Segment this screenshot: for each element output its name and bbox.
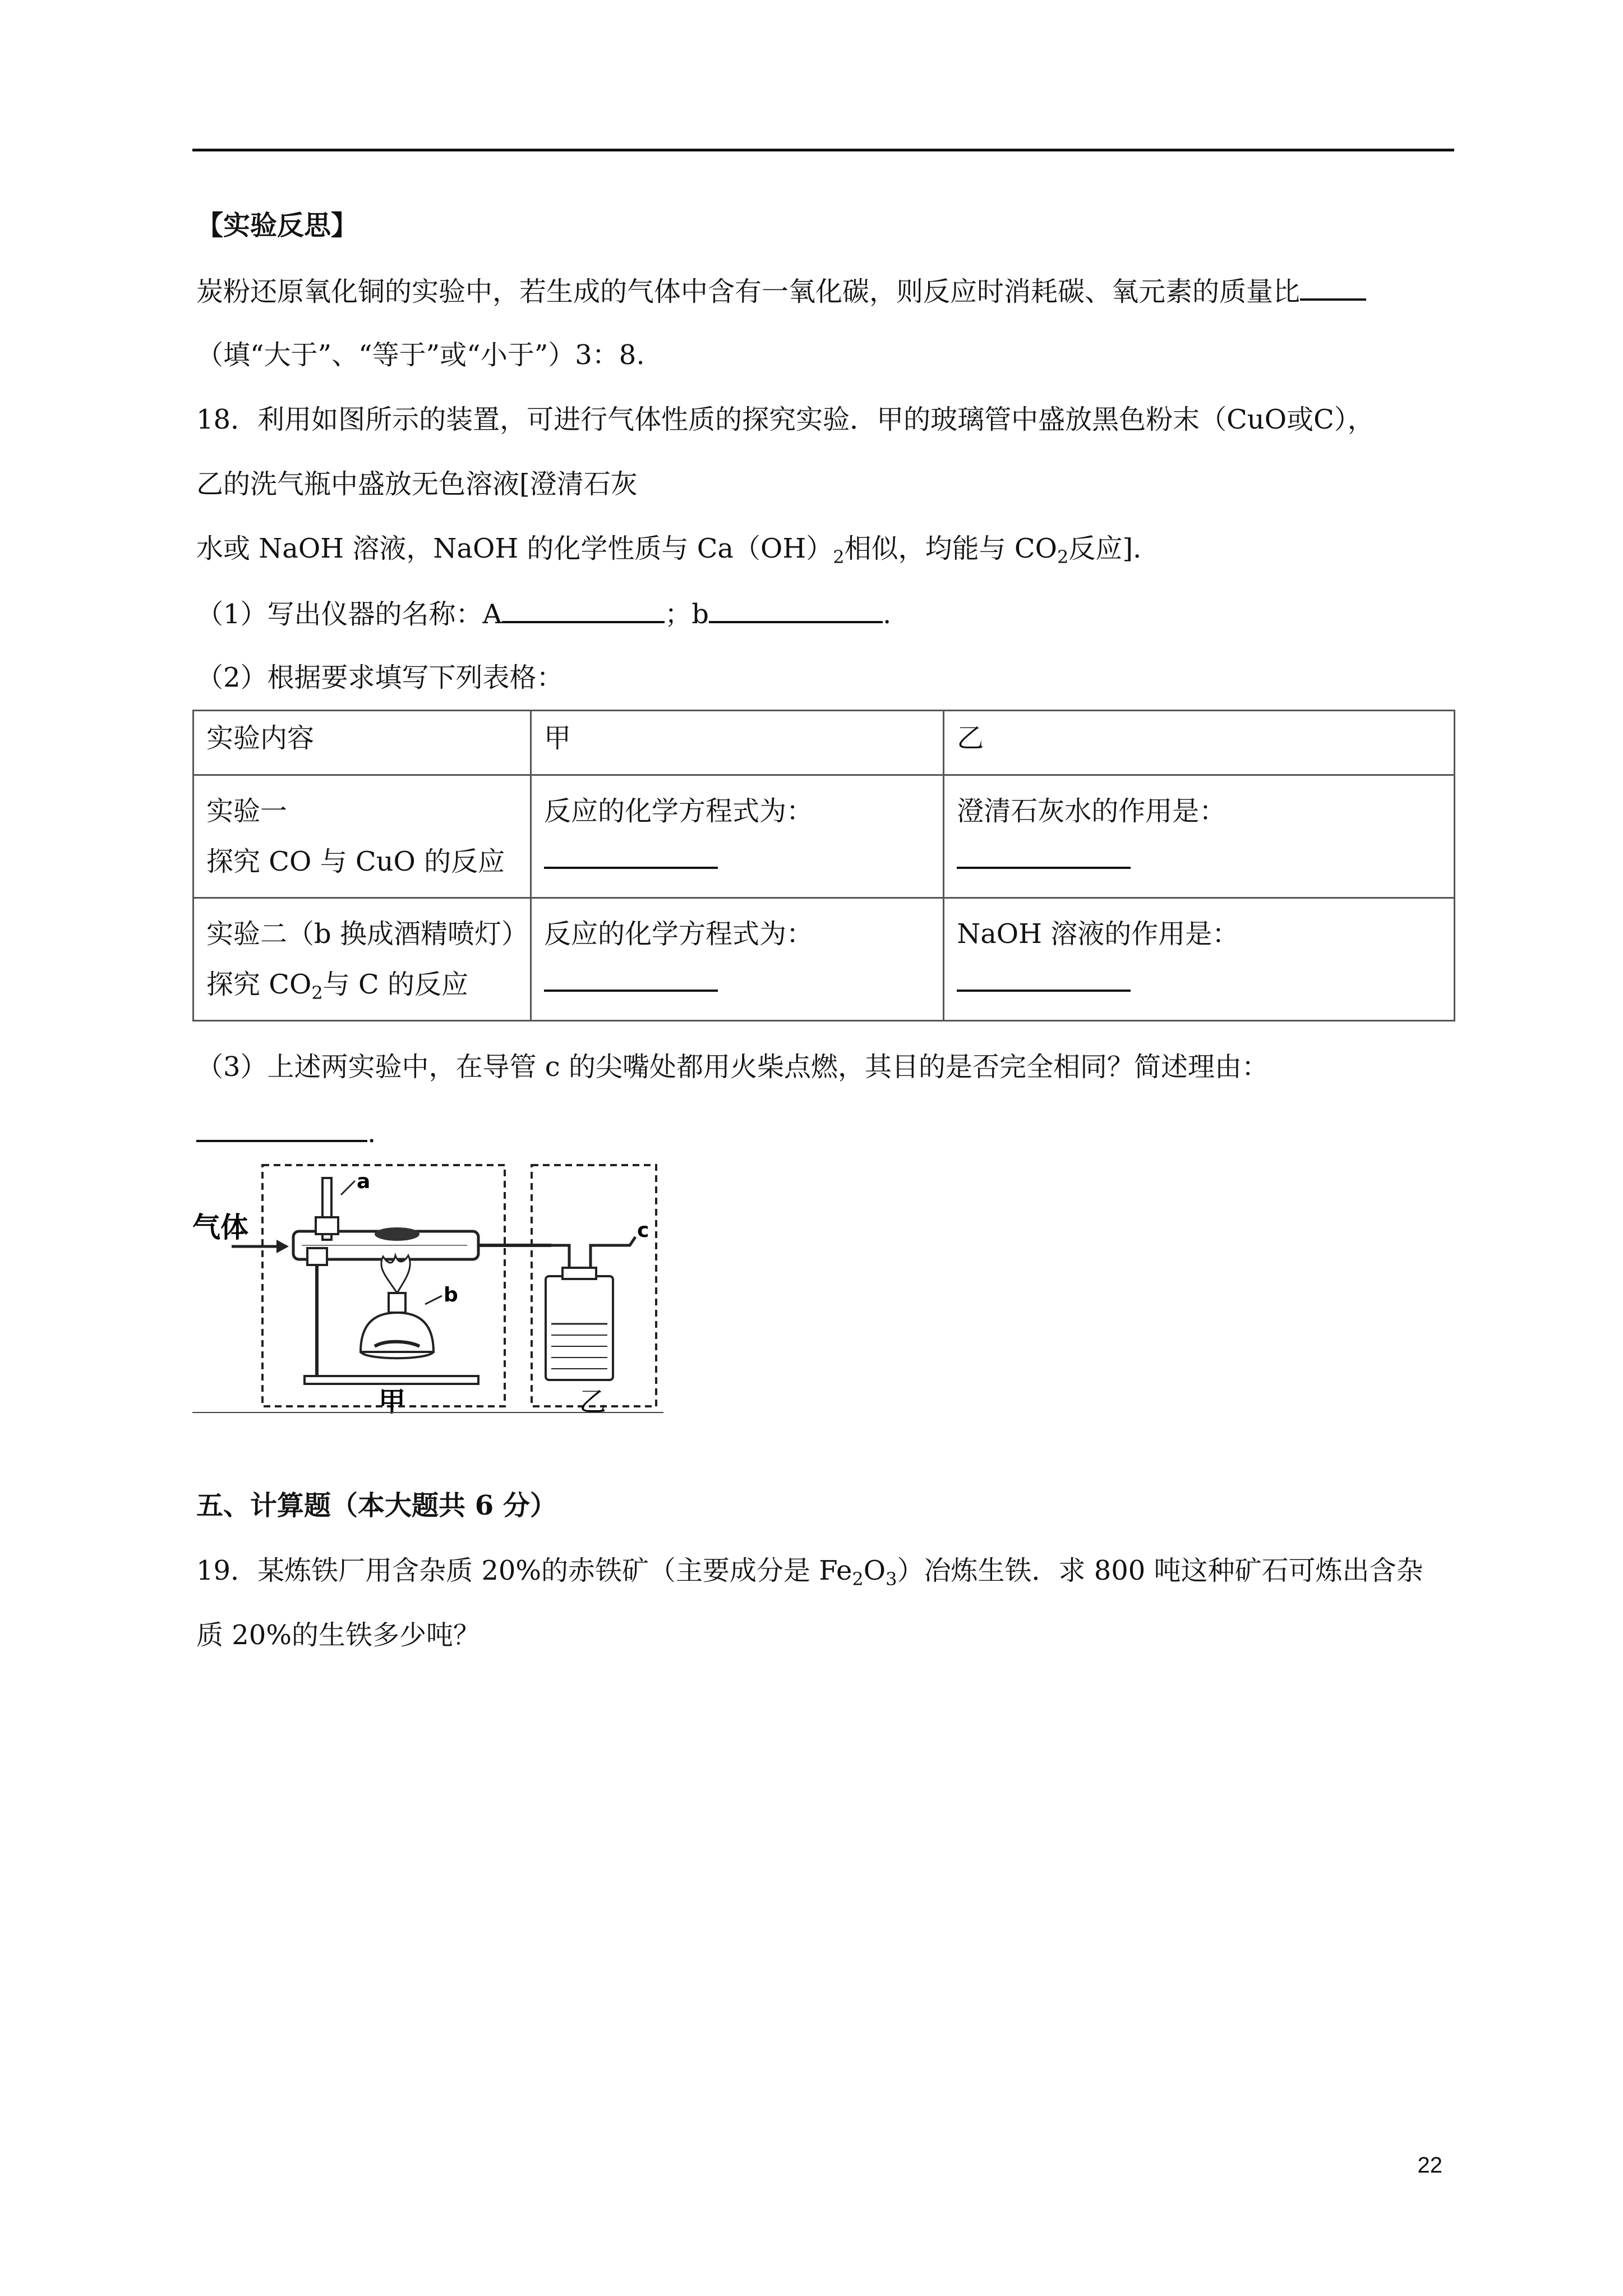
stand-base bbox=[305, 1376, 478, 1384]
leader-b bbox=[425, 1296, 442, 1304]
q18-line1: 18．利用如图所示的装置，可进行气体性质的探究实验．甲的玻璃管中盛放黑色粉末（CuO或C）， bbox=[196, 404, 1375, 435]
cell-text: 反应的化学方程式为： bbox=[544, 795, 814, 827]
period: . bbox=[367, 1117, 376, 1149]
bottle-stopper bbox=[562, 1268, 596, 1279]
part1-label-b: ；b bbox=[665, 599, 709, 630]
answer-blank[interactable] bbox=[544, 965, 718, 992]
gas-arrowhead bbox=[276, 1240, 289, 1253]
answer-blank[interactable] bbox=[957, 965, 1131, 992]
cell-text: 实验一 bbox=[206, 795, 288, 827]
table-cell bbox=[531, 775, 944, 898]
cell-text-part: 与 C 的反应 bbox=[322, 969, 468, 1000]
header-rule bbox=[192, 149, 1454, 151]
cell-text bbox=[206, 965, 518, 1010]
gas-label: 气体 bbox=[192, 1211, 248, 1244]
answer-blank[interactable] bbox=[957, 842, 1131, 869]
period: . bbox=[882, 599, 892, 630]
cell-text: 实验二（b 换成酒精喷灯） bbox=[206, 918, 528, 950]
answer-blank-b[interactable] bbox=[709, 596, 883, 623]
experiment-table bbox=[192, 710, 1455, 1022]
subscript: 3 bbox=[886, 1568, 897, 1590]
table-cell bbox=[944, 898, 1455, 1021]
header-cell: 乙 bbox=[944, 711, 1455, 775]
reflection-text bbox=[196, 274, 1366, 309]
subscript: 2 bbox=[852, 1568, 864, 1590]
q18-line3-part: 水或 NaOH 溶液，NaOH 的化学性质与 Ca（OH） bbox=[196, 533, 833, 564]
answer-blank-a[interactable] bbox=[502, 596, 665, 623]
q18-part2: （2）根据要求填写下列表格： bbox=[196, 662, 564, 693]
header-cell: 甲 bbox=[531, 711, 944, 775]
table-cell bbox=[193, 898, 531, 1021]
q18-line3-part: 相似，均能与 CO bbox=[844, 533, 1057, 564]
flame bbox=[381, 1255, 410, 1293]
page-number: 22 bbox=[1417, 2153, 1442, 2178]
label-a: a bbox=[357, 1170, 371, 1193]
cell-text: 探究 CO 与 CuO 的反应 bbox=[206, 846, 505, 877]
q18-part3: （3）上述两实验中，在导管 c 的尖嘴处都用火柴点燃，其目的是否完全相同？简述理由： bbox=[196, 1051, 1269, 1083]
label-c: c bbox=[637, 1219, 649, 1242]
reflection-question: 炭粉还原氧化铜的实验中，若生成的气体中含有一氧化碳，则反应时消耗碳、氧元素的质量比 bbox=[196, 276, 1301, 307]
wash-bottle bbox=[546, 1276, 613, 1380]
header-cell: 实验内容 bbox=[193, 711, 531, 775]
answer-blank[interactable] bbox=[544, 842, 718, 869]
q19-text: O bbox=[863, 1555, 886, 1586]
q18-part1 bbox=[196, 596, 891, 631]
q18-line2: 乙的洗气瓶中盛放无色溶液[澄清石灰 bbox=[196, 468, 638, 500]
subscript: 2 bbox=[1057, 546, 1069, 568]
table-cell bbox=[531, 898, 944, 1021]
black-powder bbox=[375, 1227, 419, 1241]
q19-text: 19．某炼铁厂用含杂质 20%的赤铁矿（主要成分是 Fe bbox=[196, 1555, 852, 1586]
apparatus-figure bbox=[192, 1161, 663, 1414]
cell-text-part: 探究 CO bbox=[206, 969, 312, 1000]
table-cell bbox=[193, 775, 531, 898]
answer-blank[interactable] bbox=[196, 1115, 367, 1142]
section-title-reflection: 【实验反思】 bbox=[196, 210, 358, 241]
subscript: 2 bbox=[833, 546, 845, 568]
cell-text: 澄清石灰水的作用是： bbox=[957, 795, 1227, 827]
lamp-body bbox=[361, 1313, 434, 1352]
q18-line3-part: 反应]. bbox=[1068, 533, 1142, 564]
cell-text: 反应的化学方程式为： bbox=[544, 918, 814, 950]
subscript: 2 bbox=[311, 982, 323, 1004]
label-yi: 乙 bbox=[579, 1386, 607, 1414]
answer-blank[interactable] bbox=[1300, 274, 1366, 301]
table-cell bbox=[944, 775, 1455, 898]
q19-line1 bbox=[196, 1554, 1423, 1588]
q19-line2: 质 20%的生铁多少吨？ bbox=[196, 1619, 480, 1651]
q18-line3 bbox=[196, 532, 1142, 568]
q19-text: ）冶炼生铁．求 800 吨这种矿石可炼出含杂 bbox=[897, 1555, 1423, 1586]
reflection-options: （填“大于”、“等于”或“小于”）3：8. bbox=[196, 339, 645, 371]
section-title-calc: 五、计算题（本大题共 6 分） bbox=[196, 1490, 557, 1521]
table-row bbox=[193, 898, 1455, 1021]
label-b: b bbox=[444, 1283, 458, 1306]
q18-part3-answer bbox=[196, 1115, 376, 1150]
leader-a bbox=[341, 1181, 355, 1195]
cell-text: NaOH 溶液的作用是： bbox=[957, 918, 1239, 950]
jia-dashed-box bbox=[262, 1165, 505, 1406]
part1-label-a: （1）写出仪器的名称：A bbox=[196, 599, 502, 630]
label-jia: 甲 bbox=[379, 1386, 406, 1414]
clamp-stand bbox=[307, 1248, 327, 1265]
table-row bbox=[193, 775, 1455, 898]
table-header-row bbox=[193, 711, 1455, 775]
clamp-a bbox=[316, 1217, 338, 1234]
lamp-neck bbox=[389, 1293, 405, 1313]
